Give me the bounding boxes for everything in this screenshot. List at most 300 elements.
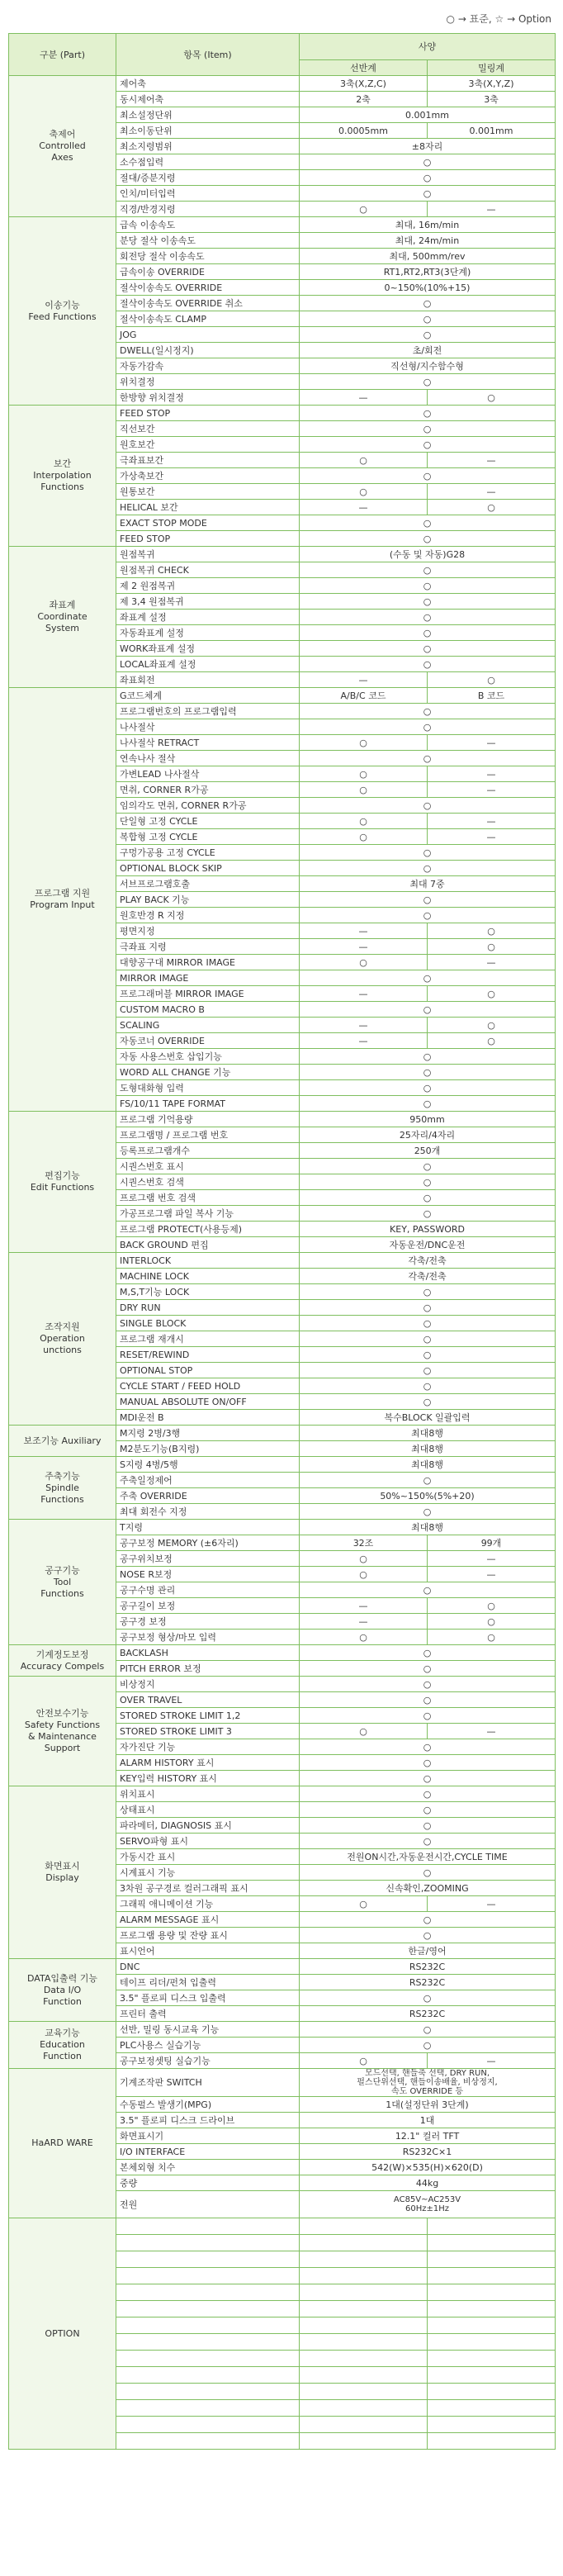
spec-value-cell: ○ [300,1928,556,1943]
spec-value-cell: ○ [300,1002,556,1018]
mill-value-cell [428,2334,556,2351]
item-cell: 연속나사 절삭 [116,751,300,766]
item-cell: 공구보정 MEMORY (±6자리) [116,1535,300,1551]
mill-value-cell: 0.001mm [428,123,556,139]
item-cell: 3.5" 플로피 디스크 입출력 [116,1990,300,2006]
item-cell: 소수점입력 [116,154,300,170]
header-spec: 사양 [300,34,556,60]
mill-value-cell [428,2268,556,2284]
spec-value-cell: ○ [300,1049,556,1065]
spec-value-cell: ○ [300,1394,556,1410]
item-cell: DRY RUN [116,1300,300,1316]
spec-value-cell: ○ [300,1300,556,1316]
mill-value-cell: ○ [428,923,556,939]
item-cell: 단일형 고정 CYCLE [116,814,300,829]
item-cell: 절삭이송속도 OVERRIDE 취소 [116,296,300,311]
item-cell: 회전당 절삭 이송속도 [116,249,300,264]
spec-value-cell: ○ [300,1645,556,1661]
lathe-value-cell: ○ [300,2053,428,2069]
spec-value-cell: ○ [300,2038,556,2053]
mill-value-cell [428,2351,556,2367]
item-cell: 공구보정 형상/마모 입력 [116,1630,300,1645]
table-row [9,406,556,421]
lathe-value-cell: — [300,1033,428,1049]
item-cell: 시퀀스번호 표시 [116,1159,300,1174]
item-cell [116,2235,300,2251]
spec-value-cell: ○ [300,1378,556,1394]
item-cell: 자동좌표계 설정 [116,625,300,641]
spec-value-cell: ○ [300,1818,556,1834]
spec-value-cell: ○ [300,154,556,170]
spec-value-cell: ○ [300,531,556,547]
item-cell: 원호보간 [116,437,300,453]
spec-value-cell: 모드선택, 핸들축 선택, DRY RUN, 펄스단위선택, 핸들이송배율, 비상정지, 속도 OVERRIDE 등 [300,2069,556,2097]
item-cell: 비상정지 [116,1677,300,1692]
item-cell: DNC [116,1959,300,1975]
item-cell: 주축일정제어 [116,1473,300,1488]
item-cell: 급속 이송속도 [116,217,300,233]
mill-value-cell: — [428,202,556,217]
lathe-value-cell: A/B/C 코드 [300,688,428,704]
spec-value-cell: ○ [300,970,556,986]
item-cell: 가상축보간 [116,468,300,484]
item-cell: 자동 사용스번호 삽입기능 [116,1049,300,1065]
lathe-value-cell [300,2384,428,2400]
item-cell: 원점복귀 CHECK [116,562,300,578]
item-cell: 파라메터, DIAGNOSIS 표시 [116,1818,300,1834]
mill-value-cell [428,2235,556,2251]
item-cell: 가변LEAD 나사절삭 [116,766,300,782]
table-row [9,1112,556,1127]
spec-value-cell: 250개 [300,1143,556,1159]
lathe-value-cell: — [300,1598,428,1614]
spec-value-cell: ±8자리 [300,139,556,154]
item-cell: S지령 4병/5행 [116,1457,300,1473]
spec-value-cell: 최대8행 [300,1457,556,1473]
mill-value-cell: — [428,782,556,798]
item-cell: 극좌표 지령 [116,939,300,955]
mill-value-cell: ○ [428,1018,556,1033]
category-cell: 기계정도보정 Accuracy Compels [9,1645,116,1677]
lathe-value-cell: ○ [300,766,428,782]
lathe-value-cell [300,2284,428,2301]
lathe-value-cell: ○ [300,782,428,798]
spec-value-cell: ○ [300,861,556,876]
table-row [9,1520,556,1535]
item-cell: 면취, CORNER R가공 [116,782,300,798]
mill-value-cell: ○ [428,939,556,955]
item-cell: 가동시간 표시 [116,1849,300,1865]
lathe-value-cell [300,2351,428,2367]
item-cell: 프로그래머블 MIRROR IMAGE [116,986,300,1002]
item-cell: I/O INTERFACE [116,2144,300,2160]
mill-value-cell: — [428,453,556,468]
item-cell [116,2351,300,2367]
spec-value-cell: ○ [300,421,556,437]
item-cell: 프로그램번호의 프로그램입력 [116,704,300,719]
spec-value-cell: ○ [300,1159,556,1174]
item-cell: 전원 [116,2191,300,2218]
mill-value-cell: ○ [428,1598,556,1614]
category-cell: 이송기능 Feed Functions [9,217,116,406]
item-cell: HELICAL 보간 [116,500,300,515]
item-cell: 공구보정셋팅 실습기능 [116,2053,300,2069]
item-cell: OPTIONAL BLOCK SKIP [116,861,300,876]
mill-value-cell: ○ [428,390,556,406]
spec-value-cell: ○ [300,437,556,453]
lathe-value-cell: ○ [300,1896,428,1912]
lathe-value-cell [300,2235,428,2251]
lathe-value-cell: ○ [300,484,428,500]
lathe-value-cell [300,2251,428,2268]
lathe-value-cell: ○ [300,1724,428,1739]
spec-value-cell: ○ [300,1661,556,1677]
item-cell: 복합형 고정 CYCLE [116,829,300,845]
spec-value-cell: ○ [300,1331,556,1347]
item-cell: JOG [116,327,300,343]
mill-value-cell: — [428,1724,556,1739]
item-cell: 화면표시기 [116,2128,300,2144]
mill-value-cell: — [428,1551,556,1567]
lathe-value-cell: ○ [300,1551,428,1567]
lathe-value-cell: ○ [300,814,428,829]
item-cell: 동시제어축 [116,92,300,107]
item-cell: M지령 2병/3행 [116,1426,300,1441]
spec-value-cell: 직선형/지수함수형 [300,358,556,374]
table-row [9,1786,556,1802]
item-cell [116,2400,300,2417]
spec-value-cell: ○ [300,798,556,814]
spec-value-cell: 자동운전/DNC운전 [300,1237,556,1253]
lathe-value-cell: — [300,672,428,688]
item-cell: BACK GROUND 편집 [116,1237,300,1253]
table-row [9,2218,556,2235]
table-row [9,76,556,92]
spec-value-cell: ○ [300,704,556,719]
spec-value-cell: ○ [300,562,556,578]
item-cell: 프린터 출력 [116,2006,300,2022]
item-cell: 제 3,4 원점복귀 [116,594,300,610]
lathe-value-cell: — [300,500,428,515]
table-row [9,547,556,562]
mill-value-cell: 99개 [428,1535,556,1551]
mill-value-cell [428,2384,556,2400]
mill-value-cell: — [428,955,556,970]
item-cell: 최소설정단위 [116,107,300,123]
lathe-value-cell: 3축(X,Z,C) [300,76,428,92]
lathe-value-cell: — [300,939,428,955]
mill-value-cell: — [428,814,556,829]
table-row [9,1677,556,1692]
spec-value-cell: 최대8행 [300,1520,556,1535]
item-cell: 평면지정 [116,923,300,939]
item-cell: NOSE R보정 [116,1567,300,1582]
table-row [9,2069,556,2097]
spec-value-cell: 0.001mm [300,107,556,123]
spec-value-cell: ○ [300,327,556,343]
item-cell: CYCLE START / FEED HOLD [116,1378,300,1394]
spec-value-cell: 0~150%(10%+15) [300,280,556,296]
category-cell: 축제어 Controlled Axes [9,76,116,217]
spec-value-cell: ○ [300,1771,556,1786]
spec-value-cell: ○ [300,1582,556,1598]
item-cell: SCALING [116,1018,300,1033]
spec-value-cell: RS232C×1 [300,2144,556,2160]
item-cell: LOCAL좌표계 설정 [116,657,300,672]
spec-value-cell: 각축/전축 [300,1269,556,1284]
item-cell: 최소이동단위 [116,123,300,139]
spec-value-cell: ○ [300,892,556,908]
item-cell: 제 2 원점복귀 [116,578,300,594]
spec-value-cell: 최대8행 [300,1441,556,1457]
lathe-value-cell: — [300,390,428,406]
mill-value-cell: ○ [428,672,556,688]
mill-value-cell: — [428,1567,556,1582]
lathe-value-cell [300,2417,428,2433]
mill-value-cell [428,2367,556,2384]
spec-value-cell: ○ [300,1708,556,1724]
item-cell: 임의각도 면취, CORNER R가공 [116,798,300,814]
header-item: 항목 (Item) [116,34,300,76]
spec-value-cell: ○ [300,1065,556,1080]
spec-value-cell: 최대, 500mm/rev [300,249,556,264]
mill-value-cell: ○ [428,1033,556,1049]
lathe-value-cell [300,2367,428,2384]
item-cell: 급속이송 OVERRIDE [116,264,300,280]
item-cell: CUSTOM MACRO B [116,1002,300,1018]
spec-value-cell: 최대8행 [300,1426,556,1441]
item-cell: MANUAL ABSOLUTE ON/OFF [116,1394,300,1410]
lathe-value-cell: ○ [300,202,428,217]
mill-value-cell: — [428,766,556,782]
item-cell: ALARM MESSAGE 표시 [116,1912,300,1928]
mill-value-cell [428,2433,556,2450]
spec-value-cell: ○ [300,1473,556,1488]
item-cell: 위치결정 [116,374,300,390]
spec-value-cell: 각축/전축 [300,1253,556,1269]
mill-value-cell: 3축 [428,92,556,107]
item-cell: WORK좌표계 설정 [116,641,300,657]
item-cell: SERVO파형 표시 [116,1834,300,1849]
item-cell: 선반, 밀링 동시교육 기능 [116,2022,300,2038]
item-cell: 등록프로그램개수 [116,1143,300,1159]
item-cell: 테이프 리더/펀쳐 입출력 [116,1975,300,1990]
category-cell: 편집기능 Edit Functions [9,1112,116,1253]
lathe-value-cell: 0.0005mm [300,123,428,139]
item-cell: 중량 [116,2175,300,2191]
spec-value-cell: ○ [300,719,556,735]
spec-value-cell: ○ [300,1284,556,1300]
spec-value-cell: 신속확인,ZOOMING [300,1881,556,1896]
item-cell: 분당 절삭 이송속도 [116,233,300,249]
spec-value-cell: 최대, 24m/min [300,233,556,249]
item-cell: 좌표계 설정 [116,610,300,625]
mill-value-cell [428,2284,556,2301]
spec-value-cell: ○ [300,374,556,390]
category-cell: 화면표시 Display [9,1786,116,1959]
item-cell: 시퀀스번호 검색 [116,1174,300,1190]
item-cell: 구멍가공용 고정 CYCLE [116,845,300,861]
spec-value-cell: ○ [300,625,556,641]
item-cell: 제어축 [116,76,300,92]
spec-value-cell: ○ [300,845,556,861]
table-row [9,1253,556,1269]
category-cell: 안전보수기능 Safety Functions & Maintenance Support [9,1677,116,1786]
spec-value-cell: ○ [300,311,556,327]
header-category: 구분 (Part) [9,34,116,76]
mill-value-cell: — [428,2053,556,2069]
item-cell: 위치표시 [116,1786,300,1802]
item-cell: 수동펄스 발생기(MPG) [116,2097,300,2113]
spec-value-cell: ○ [300,406,556,421]
item-cell: MIRROR IMAGE [116,970,300,986]
spec-value-cell: ○ [300,657,556,672]
item-cell: 상태표시 [116,1802,300,1818]
lathe-value-cell: ○ [300,735,428,751]
mill-value-cell: B 코드 [428,688,556,704]
spec-value-cell: RS232C [300,2006,556,2022]
mill-value-cell: — [428,735,556,751]
item-cell: 자가진단 기능 [116,1739,300,1755]
lathe-value-cell [300,2301,428,2317]
spec-value-cell: ○ [300,751,556,766]
table-row [9,1645,556,1661]
item-cell [116,2367,300,2384]
spec-value-cell: 복수BLOCK 일괄입력 [300,1410,556,1426]
spec-value-cell: ○ [300,1174,556,1190]
item-cell: 도형대화형 입력 [116,1080,300,1096]
item-cell [116,2268,300,2284]
lathe-value-cell [300,2433,428,2450]
category-cell: 교육기능 Education Function [9,2022,116,2069]
spec-value-cell: ○ [300,1206,556,1222]
item-cell: WORD ALL CHANGE 기능 [116,1065,300,1080]
mill-value-cell: ○ [428,1630,556,1645]
item-cell: T지령 [116,1520,300,1535]
spec-value-cell: ○ [300,2022,556,2038]
item-cell: 공구길이 보정 [116,1598,300,1614]
spec-value-cell: ○ [300,1363,556,1378]
item-cell: 주축 OVERRIDE [116,1488,300,1504]
lathe-value-cell: — [300,923,428,939]
category-cell: OPTION [9,2218,116,2450]
spec-value-cell: 최대, 16m/min [300,217,556,233]
lathe-value-cell: 32조 [300,1535,428,1551]
item-cell: 대향공구대 MIRROR IMAGE [116,955,300,970]
lathe-value-cell [300,2317,428,2334]
lathe-value-cell: ○ [300,1567,428,1582]
item-cell: 프로그램 번호 검색 [116,1190,300,1206]
item-cell: 프로그램 용량 및 잔량 표시 [116,1928,300,1943]
item-cell: 프로그램 재개시 [116,1331,300,1347]
item-cell: STORED STROKE LIMIT 1,2 [116,1708,300,1724]
spec-value-cell: ○ [300,1096,556,1112]
item-cell: 서브프로그램호출 [116,876,300,892]
mill-value-cell: 3축(X,Y,Z) [428,76,556,92]
mill-value-cell [428,2417,556,2433]
item-cell: M,S,T기능 LOCK [116,1284,300,1300]
spec-value-cell: ○ [300,1802,556,1818]
mill-value-cell [428,2317,556,2334]
spec-value-cell: ○ [300,1677,556,1692]
item-cell: OPTIONAL STOP [116,1363,300,1378]
table-row [9,1457,556,1473]
item-cell [116,2417,300,2433]
spec-value-cell: 950mm [300,1112,556,1127]
item-cell: 절삭이송속도 OVERRIDE [116,280,300,296]
spec-value-cell: ○ [300,1912,556,1928]
spec-value-cell: ○ [300,1834,556,1849]
lathe-value-cell: — [300,1614,428,1630]
item-cell: 프로그램 기억용량 [116,1112,300,1127]
item-cell: EXACT STOP MODE [116,515,300,531]
item-cell [116,2334,300,2351]
category-cell: 공구기능 Tool Functions [9,1520,116,1645]
item-cell: M2분도기능(B지령) [116,1441,300,1457]
spec-value-cell: ○ [300,641,556,657]
item-cell: 직경/반경지령 [116,202,300,217]
item-cell: STORED STROKE LIMIT 3 [116,1724,300,1739]
item-cell: MDI운전 B [116,1410,300,1426]
item-cell: KEY입력 HISTORY 표시 [116,1771,300,1786]
lathe-value-cell [300,2268,428,2284]
spec-value-cell: ○ [300,1990,556,2006]
item-cell: MACHINE LOCK [116,1269,300,1284]
spec-value-cell: 전원ON시간,자동운전시간,CYCLE TIME [300,1849,556,1865]
spec-value-cell: ○ [300,1786,556,1802]
item-cell: ALARM HISTORY 표시 [116,1755,300,1771]
item-cell: 3.5" 플로피 디스크 드라이브 [116,2113,300,2128]
item-cell: 표시언어 [116,1943,300,1959]
spec-value-cell: 44kg [300,2175,556,2191]
spec-value-cell: ○ [300,610,556,625]
category-cell: 좌표계 Coordinate System [9,547,116,688]
lathe-value-cell: — [300,986,428,1002]
spec-value-cell: 542(W)×535(H)×620(D) [300,2160,556,2175]
lathe-value-cell: ○ [300,1630,428,1645]
header-lathe: 선반계 [300,60,428,76]
spec-value-cell: RS232C [300,1959,556,1975]
spec-value-cell: ○ [300,170,556,186]
item-cell: FEED STOP [116,531,300,547]
spec-value-cell: ○ [300,1347,556,1363]
item-cell: 나사절삭 RETRACT [116,735,300,751]
item-cell: 그래픽 애니메이션 기능 [116,1896,300,1912]
item-cell: 나사절삭 [116,719,300,735]
category-cell: HaARD WARE [9,2069,116,2218]
item-cell: G코드체계 [116,688,300,704]
table-row [9,2022,556,2038]
item-cell: 인치/미터입력 [116,186,300,202]
item-cell: 원점복귀 [116,547,300,562]
table-row [9,688,556,704]
item-cell: PLAY BACK 기능 [116,892,300,908]
spec-value-cell: ○ [300,908,556,923]
item-cell: 본체외형 치수 [116,2160,300,2175]
item-cell: 가공프로그램 파일 복사 기능 [116,1206,300,1222]
mill-value-cell: — [428,1896,556,1912]
mill-value-cell [428,2218,556,2235]
lathe-value-cell [300,2218,428,2235]
item-cell: 최대 회전수 지정 [116,1504,300,1520]
lathe-value-cell: — [300,1018,428,1033]
category-cell: 보조기능 Auxiliary [9,1426,116,1457]
item-cell: 극좌표보간 [116,453,300,468]
item-cell: 절삭이송속도 CLAMP [116,311,300,327]
item-cell: 3차원 공구경로 컬러그래픽 표시 [116,1881,300,1896]
item-cell: FEED STOP [116,406,300,421]
item-cell: 프로그램 PROTECT(사용등제) [116,1222,300,1237]
